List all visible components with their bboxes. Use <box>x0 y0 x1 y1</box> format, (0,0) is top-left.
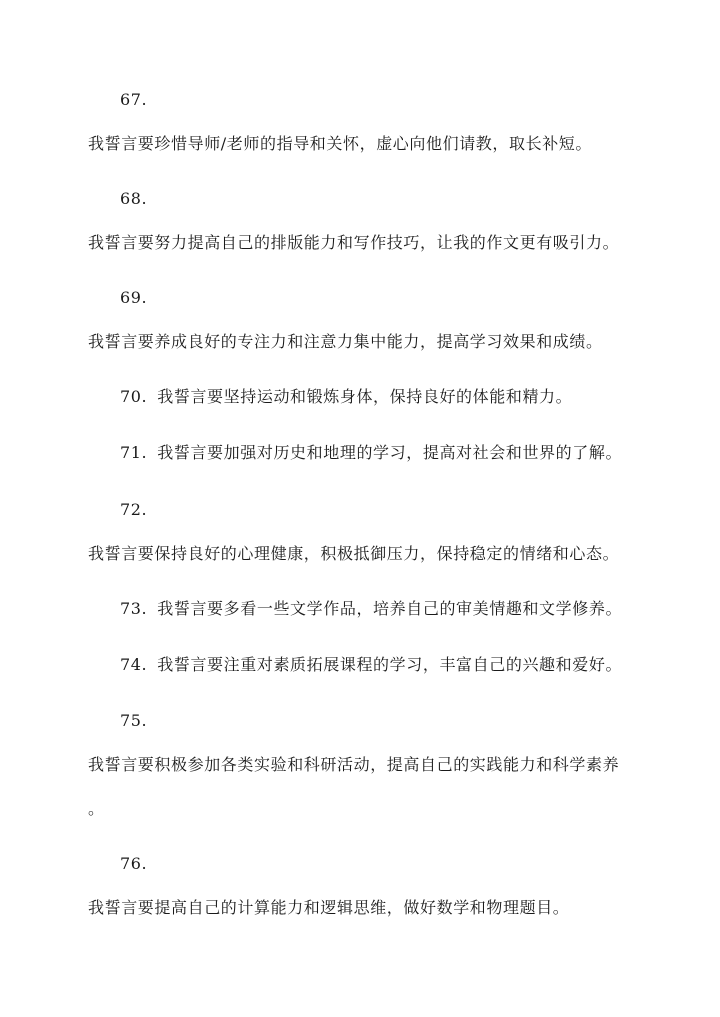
list-item <box>120 387 572 407</box>
item-number: 67. <box>120 90 148 109</box>
item-text: 我誓言要坚持运动和锻炼身体，保持良好的体能和精力。 <box>157 387 573 406</box>
item-text: 我誓言要积极参加各类实验和科研活动，提高自己的实践能力和科学素养 <box>88 755 620 774</box>
item-number: 70. <box>120 387 148 406</box>
item-text-overflow: 。 <box>88 799 105 818</box>
item-number: 68. <box>120 189 148 208</box>
item-text: 我誓言要加强对历史和地理的学习，提高对社会和世界的了解。 <box>157 443 623 462</box>
item-text: 我誓言要多看一些文学作品，培养自己的审美情趣和文学修养。 <box>157 599 623 618</box>
item-text: 我誓言要养成良好的专注力和注意力集中能力，提高学习效果和成绩。 <box>88 332 603 351</box>
item-text: 我誓言要提高自己的计算能力和逻辑思维，做好数学和物理题目。 <box>88 898 570 917</box>
item-text: 我誓言要保持良好的心理健康，积极抵御压力，保持稳定的情绪和心态。 <box>88 544 620 563</box>
item-number: 71. <box>120 443 148 462</box>
list-item <box>120 443 622 463</box>
item-text: 我誓言要努力提高自己的排版能力和写作技巧，让我的作文更有吸引力。 <box>88 233 620 252</box>
item-number: 73. <box>120 599 148 618</box>
item-text: 我誓言要注重对素质拓展课程的学习，丰富自己的兴趣和爱好。 <box>157 655 623 674</box>
item-number: 72. <box>120 500 148 519</box>
list-item <box>120 599 622 619</box>
item-text: 我誓言要珍惜导师/老师的指导和关怀，虚心向他们请教，取长补短。 <box>88 134 592 153</box>
list-item <box>120 655 622 675</box>
item-number: 69. <box>120 288 148 307</box>
item-number: 74. <box>120 655 148 674</box>
item-number: 75. <box>120 711 148 730</box>
item-number: 76. <box>120 854 148 873</box>
